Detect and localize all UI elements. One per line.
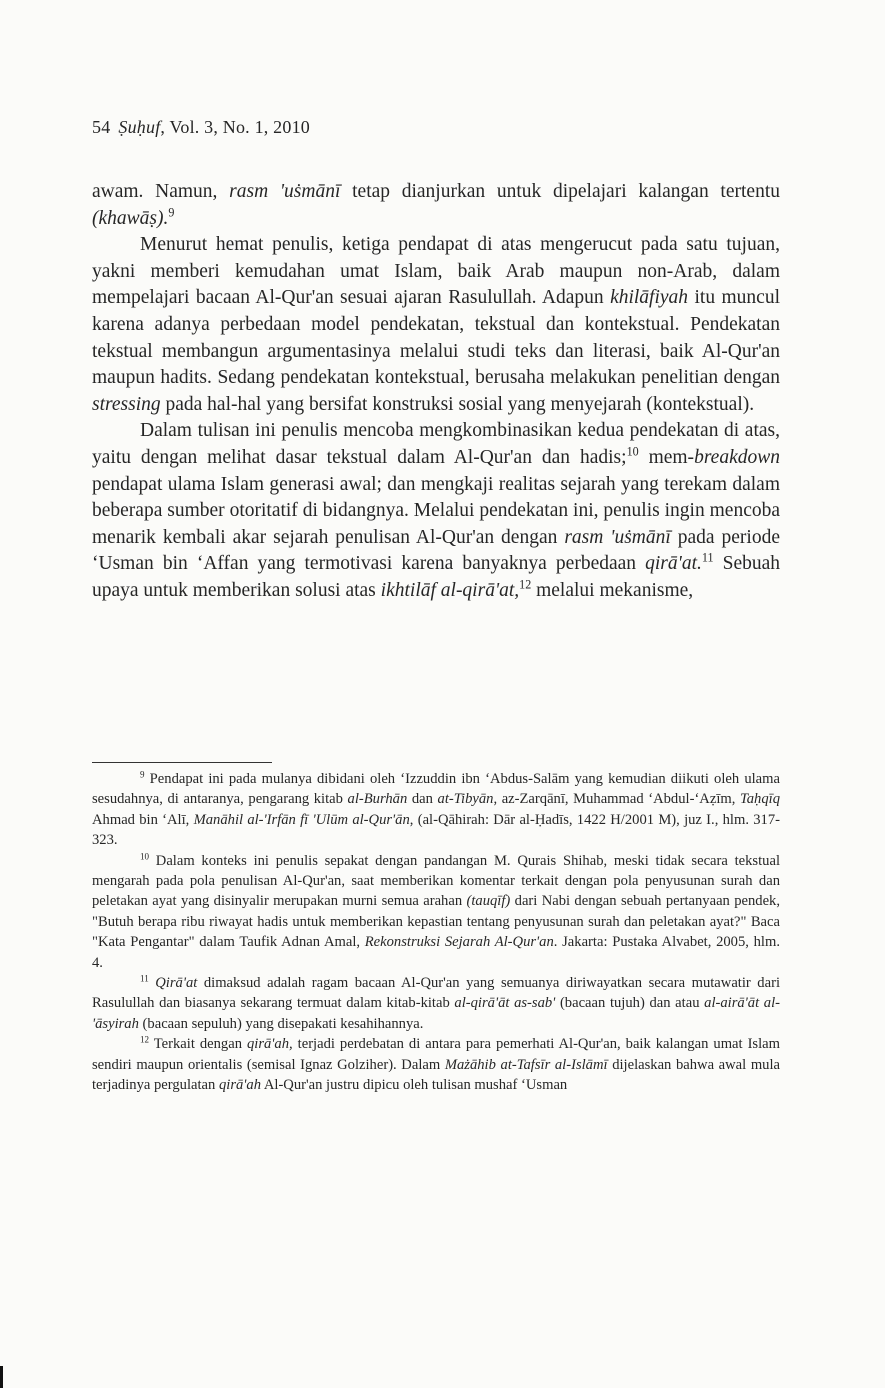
footnote-separator (92, 762, 272, 763)
paragraph-1: awam. Namun, rasm 'uṡmānī tetap dianjurkan untuk dipelajari kalangan tertentu (khawāṣ).$^9$ (92, 181, 780, 229)
footnote-9: $^9$ Pendapat ini pada mulanya dibidani oleh ‘Izzuddin ibn ‘Abdus-Salām yang kemudian diikuti oleh ulama sesudahnya, di antaranya, pengarang kitab al-Burhān dan at-Tibyān, az-Zarqānī, Muhammad ‘Abdul-‘Aẓīm, Taḥqīq Ahmad bin ‘Alī, Manāhil al-'Irfān fī 'Ulūm al-Qur'ān, (al-Qāhirah: Dār al-Ḥadīs, 1422 H/2001 M), juz I., hlm. 317-323. (92, 769, 780, 849)
journal-title: Ṣuḥuf (118, 117, 161, 137)
footnote-ref-9[interactable]: 9 (168, 205, 175, 220)
footnotes (92, 769, 780, 1096)
journal-volume: , Vol. 3, No. 1, 2010 (160, 117, 310, 137)
footnote-ref-11[interactable]: 11 (701, 550, 714, 565)
main-text (92, 179, 780, 605)
footnote-ref-12[interactable]: 12 (519, 577, 532, 592)
paragraph-2: Menurut hemat penulis, ketiga pendapat di atas mengerucut pada satu tujuan, yakni memberi kemudahan umat Islam, baik Arab maupun non-Arab, dalam mempelajari bacaan Al-Qur'an sesuai ajaran Rasulullah. Adapun khilāfiyah itu muncul karena adanya perbedaan model pendekatan, tekstual dan kontekstual. Pendekatan tekstual membangun argumentasinya melalui studi teks dan literasi, baik Al-Qur'an maupun hadits. Sedang pendekatan kontekstual, berusaha melakukan penelitian dengan stressing pada hal-hal yang bersifat konstruksi sosial yang menyejarah (kontekstual). (92, 234, 781, 415)
footnote-12: $^{12}$ Terkait dengan qirā'ah, terjadi perdebatan di antara para pemerhati Al-Qur'an, baik kalangan umat Islam sendiri maupun orientalis (semisal Ignaz Golziher). Dalam Mażāhib at-Tafsīr al-Islāmī dijelaskan bahwa awal mula terjadinya pergulatan qirā'ah Al-Qur'an justru dipicu oleh tulisan mushaf ‘Usman (92, 1034, 781, 1094)
paragraph-3: Dalam tulisan ini penulis mencoba mengkombinasikan kedua pendekatan di atas, yaitu dengan melihat dasar tekstual dalam Al-Qur'an dan hadis;$^{10}$ mem-breakdown pendapat ulama Islam generasi awal; dan mengkaji realitas sejarah yang terekam dalam beberapa sumber otoritatif di bidangnya. Melalui pendekatan ini, penulis ingin mencoba menarik kembali akar sejarah penulisan Al-Qur'an dengan rasm 'uṡmānī pada periode ‘Usman bin ‘Affan yang termotivasi karena banyaknya perbedaan qirā'at.$^{11}$ Sebuah upaya untuk memberikan solusi atas ikhtilāf al-qirā'at,$^{12}$ melalui mekanisme, (92, 420, 781, 601)
footnote-ref-10[interactable]: 10 (626, 444, 639, 459)
running-header (92, 117, 310, 138)
footnote-10: $^{10}$ Dalam konteks ini penulis sepakat dengan pandangan M. Qurais Shihab, meski tidak secara tekstual mengarah pada pola penulisan Al-Qur'an, saat memberikan komentar terkait dengan pola penyusunan surah dan peletakan ayat yang disinyalir merupakan murni semua arahan (tauqīf) dari Nabi dengan sebuah pertanyaan pendek, "Butuh berapa ribu riwayat hadis untuk memberikan kepastian tentang penyusunan surah dan peletakan ayat?" Baca "Kata Pengantar" dalam Taufik Adnan Amal, Rekonstruksi Sejarah Al-Qur'an. Jakarta: Pustaka Alvabet, 2005, hlm. 4. (92, 851, 780, 971)
page-number: 54 (92, 117, 111, 137)
scan-edge-mark (0, 1366, 3, 1388)
footnote-11: $^{11}$ Qirā'at dimaksud adalah ragam bacaan Al-Qur'an yang semuanya diriwayatkan secara mutawatir dari Rasulullah dan biasanya sekarang termuat dalam kitab-kitab al-qirā'āt as-sab' (bacaan tujuh) dan atau al-airā'āt al-'āsyirah (bacaan sepuluh) yang disepakati kesahihannya. (92, 973, 781, 1032)
